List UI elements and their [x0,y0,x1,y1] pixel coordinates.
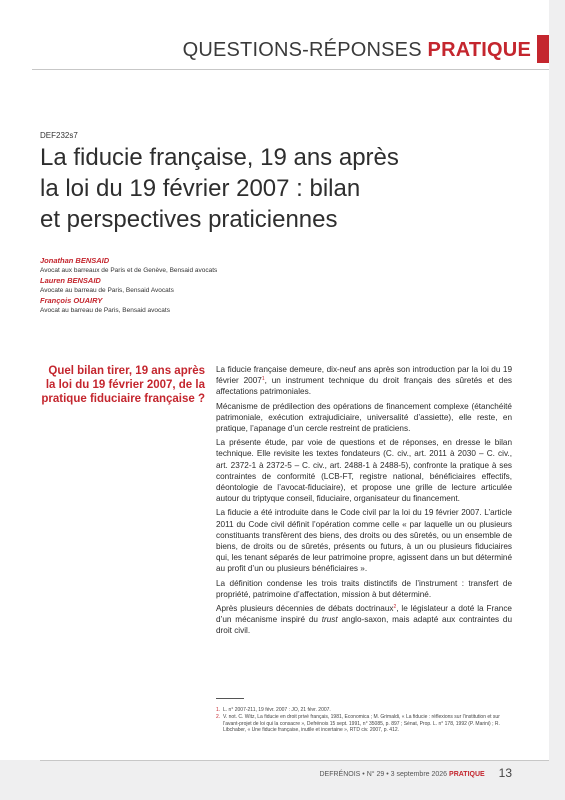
article-title [40,142,500,235]
body-paragraph: Mécanisme de prédilection des opérations de financement complexe (étanchéité patrimoniale, exécution extrajudiciaire, universalité d’assiette), elle reste, en pratique, l’apanage d’un cercle restreint de praticiens. [216,401,512,434]
author-affiliation: Avocat aux barreaux de Paris et de Genève, Bensaid avocats [40,267,218,274]
author-list [40,256,340,316]
paragraph-text: , le législateur a doté la France d’un mécanisme inspiré du [216,604,512,625]
author-name: Jonathan BENSAID [40,256,110,265]
paragraph-text: anglo-saxon, mais adapté aux contraintes du droit civil. [216,615,512,636]
rubric-accent: PRATIQUE [427,39,531,61]
author-affiliation: Avocate au barreau de Paris, Bensaid Avocats [40,287,174,294]
body-paragraph [216,364,512,398]
footnote-divider [216,698,244,699]
title-line: et perspectives praticiennes [40,206,338,233]
rubric-marker [537,35,549,63]
footer-separator: • [386,771,389,778]
footnote-ref[interactable]: 2 [393,604,397,611]
body-paragraph: La présente étude, par voie de questions et de réponses, en dresse le bilan technique. Elle revisite les textes fondateurs (C. civ., art. 2011 à 2030 – C. civ., art. 2372-1 à 2372-5 – C. civ., art. 2488-1 à 2488-5), confronte la pratique à ses contraintes de conformité (LCB-FT, registre national, bénéficiaires effectifs, déontologie de l’avocat-fiduciaire), et propose une grille de lecture articulée autour du triptyque conseil, fiduciaire, organisateur du financement. [216,438,512,504]
footnote-number: 1. [216,707,221,713]
issue-date: 3 septembre 2026 [390,771,448,778]
body-paragraph: La définition condense les trois traits distinctifs de l’instrument : transfert de propriété, patrimoine d’affectation, mission à but déterminé. [216,578,512,599]
footnotes [216,707,516,734]
paragraph-text: Après plusieurs décennies de débats doctrinaux [216,604,394,614]
body-paragraph [216,603,512,637]
rubric-title [183,39,531,62]
footnote [216,714,516,734]
rubric-label: QUESTIONS-RÉPONSES [182,39,422,61]
article-reference: DEF232s7 [40,131,78,140]
footnote-number: 2. [216,714,221,721]
journal-name: DEFRÉNOIS [319,771,361,778]
footer-section: PRATIQUE [449,771,485,778]
footnote [216,707,516,714]
author-name: Lauren BENSAID [40,276,101,285]
body-paragraph: La fiducie a été introduite dans le Code civil par la loi du 19 février 2007. L’article 2011 du Code civil définit l’opération comme celle « par laquelle un ou plusieurs constituants transfèrent des biens, des droits ou des sûretés, ou un ensemble de biens, de droits ou de sûretés, présents ou futurs, à un ou plusieurs fiduciaires qui, les tenant séparés de leur patrimoine propre, agissent dans un but déterminé au profit d’un ou plusieurs bénéficiaires ». [216,508,512,574]
issue-number: N° 29 [366,771,385,778]
header-divider [32,69,549,70]
footnote-text: V. not. C. Witz, La fiducie en droit privé français, 1981, Economica ; M. Grimaldi, « La fiducie : réflexions sur l’institution et sur l’avant-projet de loi qui la consacre », Defrénois 15 sept. 1991, n° 35085, p. 897 ; Sénat, Prop. L. n° 178, 1992 (P. Marini) ; R. Libchaber, « Une fiducie française, inutile et incertaine », RTD civ. 2007, p. 412. [223,714,500,734]
footnote-ref[interactable]: 1 [261,376,265,383]
article-body [216,364,512,640]
title-line: la loi du 19 février 2007 : bilan [40,175,361,202]
footer-separator: • [362,771,365,778]
author-affiliation: Avocat au barreau de Paris, Bensaid avocats [40,307,170,314]
page-footer [0,766,512,780]
paragraph-text: , un instrument technique du droit français des sûretés et des affectations patrimoniales. [216,376,512,397]
page-header [0,25,549,71]
emphasis-text: trust [321,615,338,625]
page-number: 13 [498,766,512,780]
paragraph-text: La fiducie française demeure, dix-neuf ans après son introduction par la loi du 19 février 2007 [216,365,512,386]
question-heading: Quel bilan tirer, 19 ans après la loi du 19 février 2007, de la pratique fiduciaire française ? [41,365,205,405]
footnote-text: L. n° 2007-211, 19 févr. 2007 : JO, 21 févr. 2007. [223,707,331,713]
title-line: La fiducie française, 19 ans après [40,144,399,171]
author-name: François OUAIRY [40,296,103,305]
footer-divider [40,760,549,761]
